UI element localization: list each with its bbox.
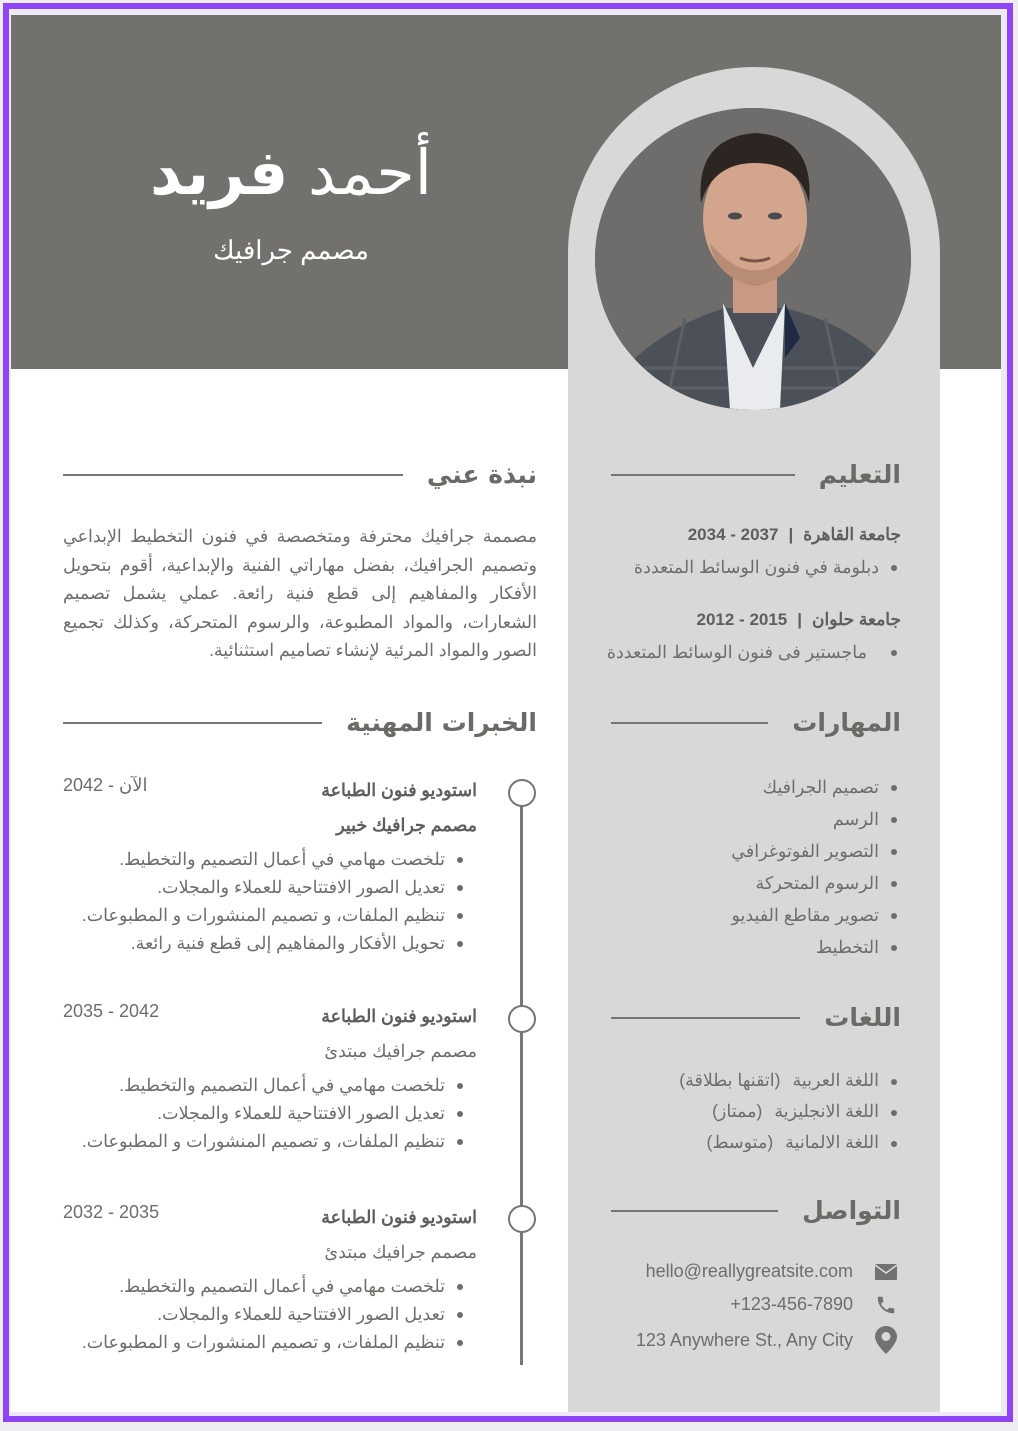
job-entry: [61, 775, 477, 957]
language-level: (ممتاز): [712, 1101, 763, 1121]
skills-heading: [611, 708, 901, 737]
language-level: (متوسط): [706, 1132, 774, 1152]
skill-item: الرسوم المتحركة: [641, 867, 901, 899]
map-pin-icon: [871, 1325, 901, 1355]
contact-address-row: [571, 1321, 901, 1359]
school-name: جامعة القاهرة: [803, 525, 901, 544]
job-bullets: [61, 1071, 477, 1155]
job-bullets: [61, 845, 477, 957]
job-bullet: تعديل الصور الافتتاحية للعملاء والمجلات.: [61, 873, 467, 901]
experience-heading: [63, 708, 537, 737]
divider: [611, 1017, 800, 1019]
language-item: [601, 1065, 901, 1096]
language-level: (اتقنها بطلاقة): [679, 1070, 781, 1090]
degree: دبلومة في فنون الوسائط المتعددة: [601, 552, 901, 582]
education-heading: [611, 460, 901, 489]
job-title: مصمم جرافيك: [213, 235, 369, 265]
language-item: [601, 1127, 901, 1158]
job-company: استوديو فنون الطباعة: [321, 1207, 477, 1227]
contact-list: [571, 1255, 901, 1359]
job-company: استوديو فنون الطباعة: [321, 780, 477, 800]
language-name: اللغة الالمانية: [785, 1132, 879, 1152]
profile-photo: [595, 108, 911, 410]
skill-item: تصوير مقاطع الفيديو: [641, 899, 901, 931]
job-bullet: تحويل الأفكار والمفاهيم إلى قطع فنية رائعة.: [61, 929, 467, 957]
about-heading: [63, 460, 537, 489]
language-name: اللغة الانجليزية: [774, 1101, 879, 1121]
contact-address: 123 Anywhere St., Any City: [635, 1329, 853, 1350]
about-text: مصممة جرافيك محترفة ومتخصصة في فنون التخطيط الإبداعي وتصميم الجرافيك، بفضل مهاراتي الفنية والإبداعية، أقوم بتحويل الأفكار والمفاهيم إلى قطع فنية رائعة. عملي يشمل تصميم الشعارات، والمواد المطبوعة، والرسوم المتحركة، وكذلك تجميع الصور والمواد المرئية لإنشاء تصاميم استثنائية.: [63, 526, 537, 660]
contact-phone[interactable]: +123-456-7890: [730, 1294, 853, 1314]
timeline-dot: [508, 1205, 536, 1233]
education-years: 2012 - 2015: [696, 610, 788, 629]
languages-list: [601, 1065, 901, 1158]
job-bullet: تلخصت مهامي في أعمال التصميم والتخطيط.: [61, 1071, 467, 1099]
envelope-icon: [871, 1257, 901, 1287]
job-role: مصمم جرافيك مبتدئ: [324, 1041, 477, 1061]
job-bullet: تنظيم الملفات، و تصميم المنشورات و المطبوعات.: [61, 901, 467, 929]
resume-page: [11, 15, 1001, 1412]
job-bullet: تعديل الصور الافتتاحية للعملاء والمجلات.: [61, 1300, 467, 1328]
contact-phone-row: [571, 1288, 901, 1321]
job-bullet: تنظيم الملفات، و تصميم المنشورات و المطبوعات.: [61, 1127, 467, 1155]
first-name: أحمد: [308, 139, 432, 208]
job-bullet: تلخصت مهامي في أعمال التصميم والتخطيط.: [61, 1272, 467, 1300]
experience-title: الخبرات المهنية: [346, 708, 537, 737]
degree: ماجستير فى فنون الوسائط المتعددة: [601, 637, 901, 667]
education-years: 2034 - 2037: [687, 525, 779, 544]
job-bullet: تعديل الصور الافتتاحية للعملاء والمجلات.: [61, 1099, 467, 1127]
last-name: فريد: [150, 136, 289, 209]
languages-title: اللغات: [824, 1003, 901, 1032]
job-bullet: تلخصت مهامي في أعمال التصميم والتخطيط.: [61, 845, 467, 873]
skill-item: الرسم: [641, 803, 901, 835]
divider: [63, 722, 322, 724]
timeline-dot: [508, 779, 536, 807]
language-item: [601, 1096, 901, 1127]
job-bullet: تنظيم الملفات، و تصميم المنشورات و المطبوعات.: [61, 1328, 467, 1356]
job-role: مصمم جرافيك خبير: [336, 815, 477, 835]
contact-email-row: [571, 1255, 901, 1288]
job-date: 2042 - الآن: [63, 775, 148, 795]
education-school-line: جامعة القاهرة|2034 - 2037: [687, 525, 901, 544]
divider: [611, 722, 768, 724]
divider: [611, 1210, 778, 1212]
job-entry: [61, 1001, 477, 1155]
divider: [611, 474, 795, 476]
job-date: 2035 - 2042: [63, 1001, 160, 1021]
job-role: مصمم جرافيك مبتدئ: [324, 1242, 477, 1262]
skill-item: تصميم الجرافيك: [641, 771, 901, 803]
about-title: نبذة عني: [426, 460, 537, 489]
timeline-dot: [508, 1005, 536, 1033]
contact-heading: [611, 1196, 901, 1225]
phone-icon: [871, 1290, 901, 1320]
job-entry: [61, 1202, 477, 1356]
job-date: 2032 - 2035: [63, 1202, 160, 1222]
language-name: اللغة العربية: [792, 1070, 879, 1090]
skills-list: [641, 771, 901, 963]
skill-item: التخطيط: [641, 931, 901, 963]
skill-item: التصوير الفوتوغرافي: [641, 835, 901, 867]
job-company: استوديو فنون الطباعة: [321, 1006, 477, 1026]
languages-heading: [611, 1003, 901, 1032]
contact-title: التواصل: [802, 1196, 901, 1225]
skills-title: المهارات: [792, 708, 901, 737]
person-name: [111, 135, 471, 212]
job-bullets: [61, 1272, 477, 1356]
education-title: التعليم: [818, 460, 901, 489]
school-name: جامعة حلوان: [812, 610, 901, 629]
timeline-line: [520, 801, 523, 1365]
divider: [63, 474, 403, 476]
contact-email[interactable]: hello@reallygreatsite.com: [645, 1261, 853, 1281]
education-item: [601, 522, 901, 582]
education-school-line: جامعة حلوان|2012 - 2015: [696, 610, 901, 629]
education-item: [601, 607, 901, 667]
